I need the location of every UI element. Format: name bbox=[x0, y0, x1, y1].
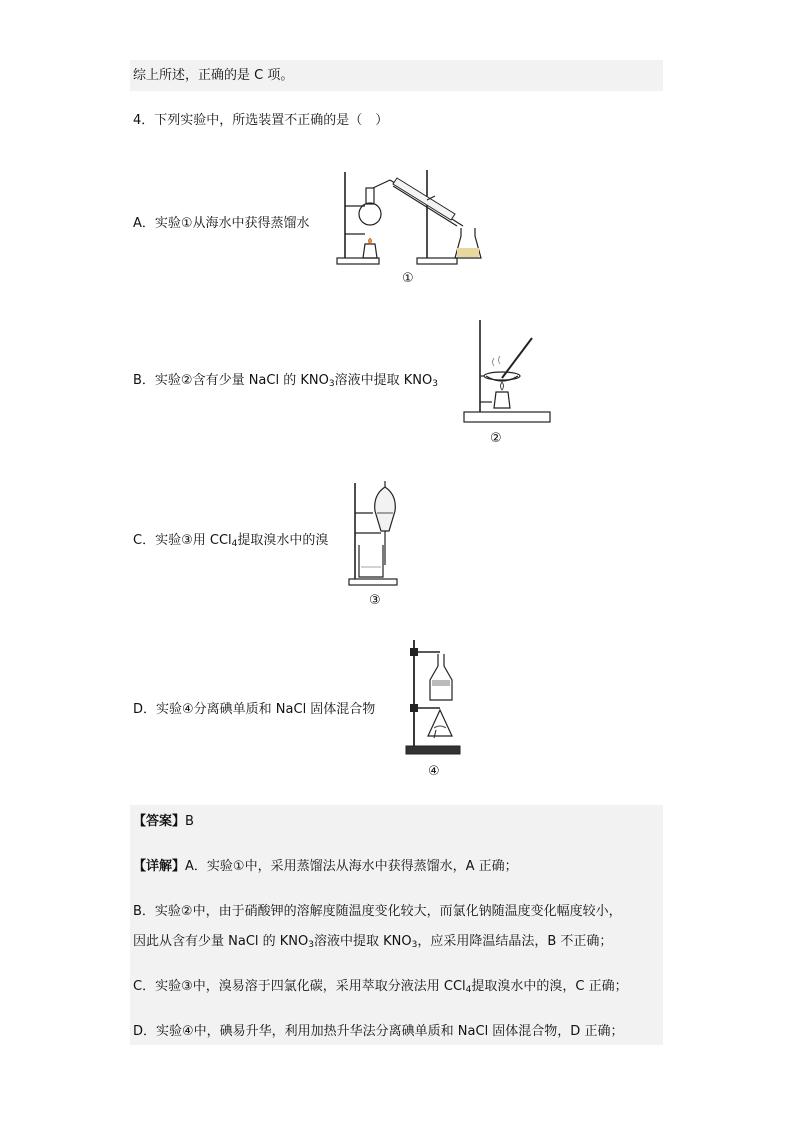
option-d-text: D．实验④分离碘单质和 NaCl 固体混合物 bbox=[133, 702, 376, 717]
question-title: 4．下列实验中，所选装置不正确的是（ ） bbox=[133, 113, 389, 128]
detail-line-d: D．实验④中，碘易升华，利用加热升华法分离碘单质和 NaCl 固体混合物，D 正确； bbox=[133, 1024, 624, 1039]
answer-line: 【答案】B bbox=[133, 814, 194, 829]
detail-line-c: C．实验③中，溴易溶于四氯化碳，采用萃取分液法用 CCl$_4$提取溴水中的溴，C 正确； bbox=[133, 979, 628, 995]
option-a-text: A．实验①从海水中获得蒸馏水 bbox=[133, 216, 310, 231]
option-b-text: B．实验②含有少量 NaCl 的 $KNO_3$溶液中提取 $KNO_3$ bbox=[133, 373, 438, 389]
figure-label-2: ② bbox=[490, 431, 502, 446]
figure-label-4: ④ bbox=[428, 764, 440, 779]
separatory-funnel-figure bbox=[347, 475, 401, 587]
detail-line-b2: 因此从含有少量 NaCl 的 $KNO_3$溶液中提取 $KNO_3$，应采用降温结晶法，B 不正确； bbox=[133, 934, 613, 950]
summary-line: 综上所述，正确的是 C 项。 bbox=[133, 68, 294, 83]
answer-block bbox=[130, 805, 663, 1045]
option-c-text: C．实验③用 CCl$_4$提取溴水中的溴 bbox=[133, 533, 329, 549]
detail-line-b1: B．实验②中，由于硝酸钾的溶解度随温度变化较大，而氯化钠随温度变化幅度较小， bbox=[133, 904, 622, 919]
figure-label-3: ③ bbox=[369, 593, 381, 608]
sublimation-apparatus-figure bbox=[404, 636, 466, 756]
figure-label-1: ① bbox=[402, 271, 414, 286]
detail-line-a: 【详解】A．实验①中，采用蒸馏法从海水中获得蒸馏水，A 正确； bbox=[133, 859, 518, 874]
evaporation-apparatus-figure bbox=[462, 316, 562, 428]
distillation-apparatus-figure bbox=[335, 166, 485, 268]
